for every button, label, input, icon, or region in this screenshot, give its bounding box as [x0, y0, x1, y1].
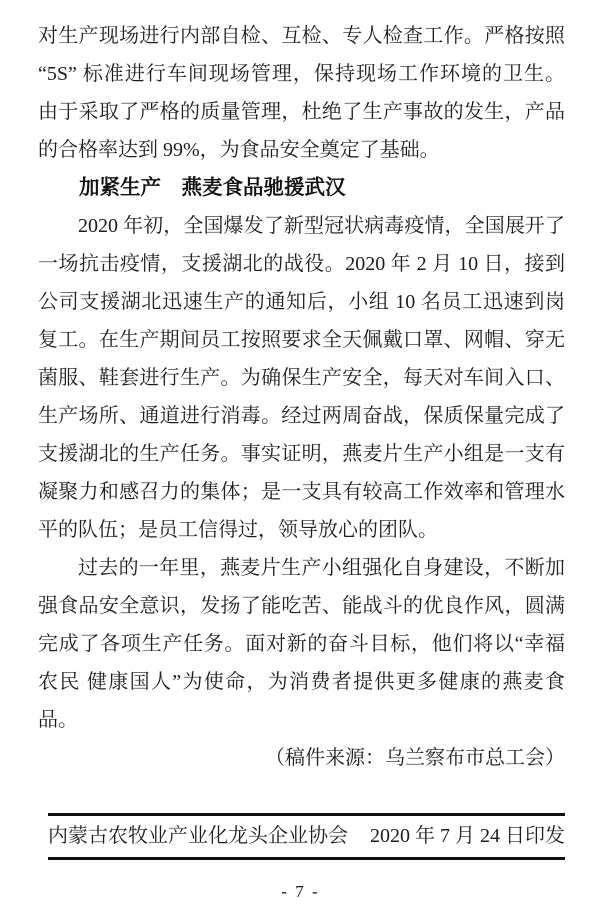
text-line: 一场抗击疫情，支援湖北的战役。2020 年 2 月 10 日，接到: [38, 253, 565, 275]
text-line: 对生产现场进行内部自检、互检、专人检查工作。严格按照: [38, 25, 565, 47]
text-line: 公司支援湖北迅速生产的通知后，小组 10 名员工迅速到岗: [38, 291, 565, 313]
text-line: 由于采取了严格的质量管理，杜绝了生产事故的发生，产品: [38, 101, 565, 123]
text-line: 品。: [38, 709, 78, 731]
document-body: [38, 17, 565, 777]
text-line: 完成了各项生产任务。面对新的奋斗目标，他们将以“幸福: [38, 633, 565, 655]
text-line: 的合格率达到 99%，为食品安全奠定了基础。: [38, 139, 440, 161]
text-line: 生产场所、通道进行消毒。经过两周奋战，保质保量完成了: [38, 405, 565, 427]
page-number: - 7 -: [281, 882, 320, 901]
text-line: 2020 年初，全国爆发了新型冠状病毒疫情，全国展开了: [78, 215, 565, 237]
text-line: 复工。在生产期间员工按照要求全天佩戴口罩、网帽、穿无: [38, 329, 565, 351]
text-line: 支援湖北的生产任务。事实证明，燕麦片生产小组是一支有: [38, 443, 565, 465]
footer: [48, 813, 565, 860]
paragraph-quality-management: [38, 17, 565, 169]
text-line: 强食品安全意识，发扬了能吃苦、能战斗的优良作风，圆满: [38, 595, 565, 617]
paragraph-support-wuhan: [38, 207, 565, 549]
text-line: “5S” 标准进行车间现场管理，保持现场工作环境的卫生。: [38, 63, 565, 85]
section-heading: 加紧生产 燕麦食品驰援武汉: [79, 176, 346, 199]
text-line: 菌服、鞋套进行生产。为确保生产安全，每天对车间入口、: [38, 367, 565, 389]
text-line: 农民 健康国人”为使命，为消费者提供更多健康的燕麦食: [38, 671, 565, 693]
footer-issuer: 内蒙古农牧业产业化龙头企业协会: [48, 825, 348, 847]
source-attribution: （稿件来源：乌兰察布市总工会）: [265, 747, 565, 769]
text-line: 过去的一年里，燕麦片生产小组强化自身建设，不断加: [78, 557, 565, 579]
footer-row: [48, 816, 565, 857]
paragraph-past-year: [38, 549, 565, 739]
text-line: 凝聚力和感召力的集体；是一支具有较高工作效率和管理水: [38, 481, 565, 503]
footer-print-date: 2020 年 7 月 24 日印发: [370, 825, 565, 847]
text-line: 平的队伍；是员工信得过，领导放心的团队。: [38, 519, 438, 541]
